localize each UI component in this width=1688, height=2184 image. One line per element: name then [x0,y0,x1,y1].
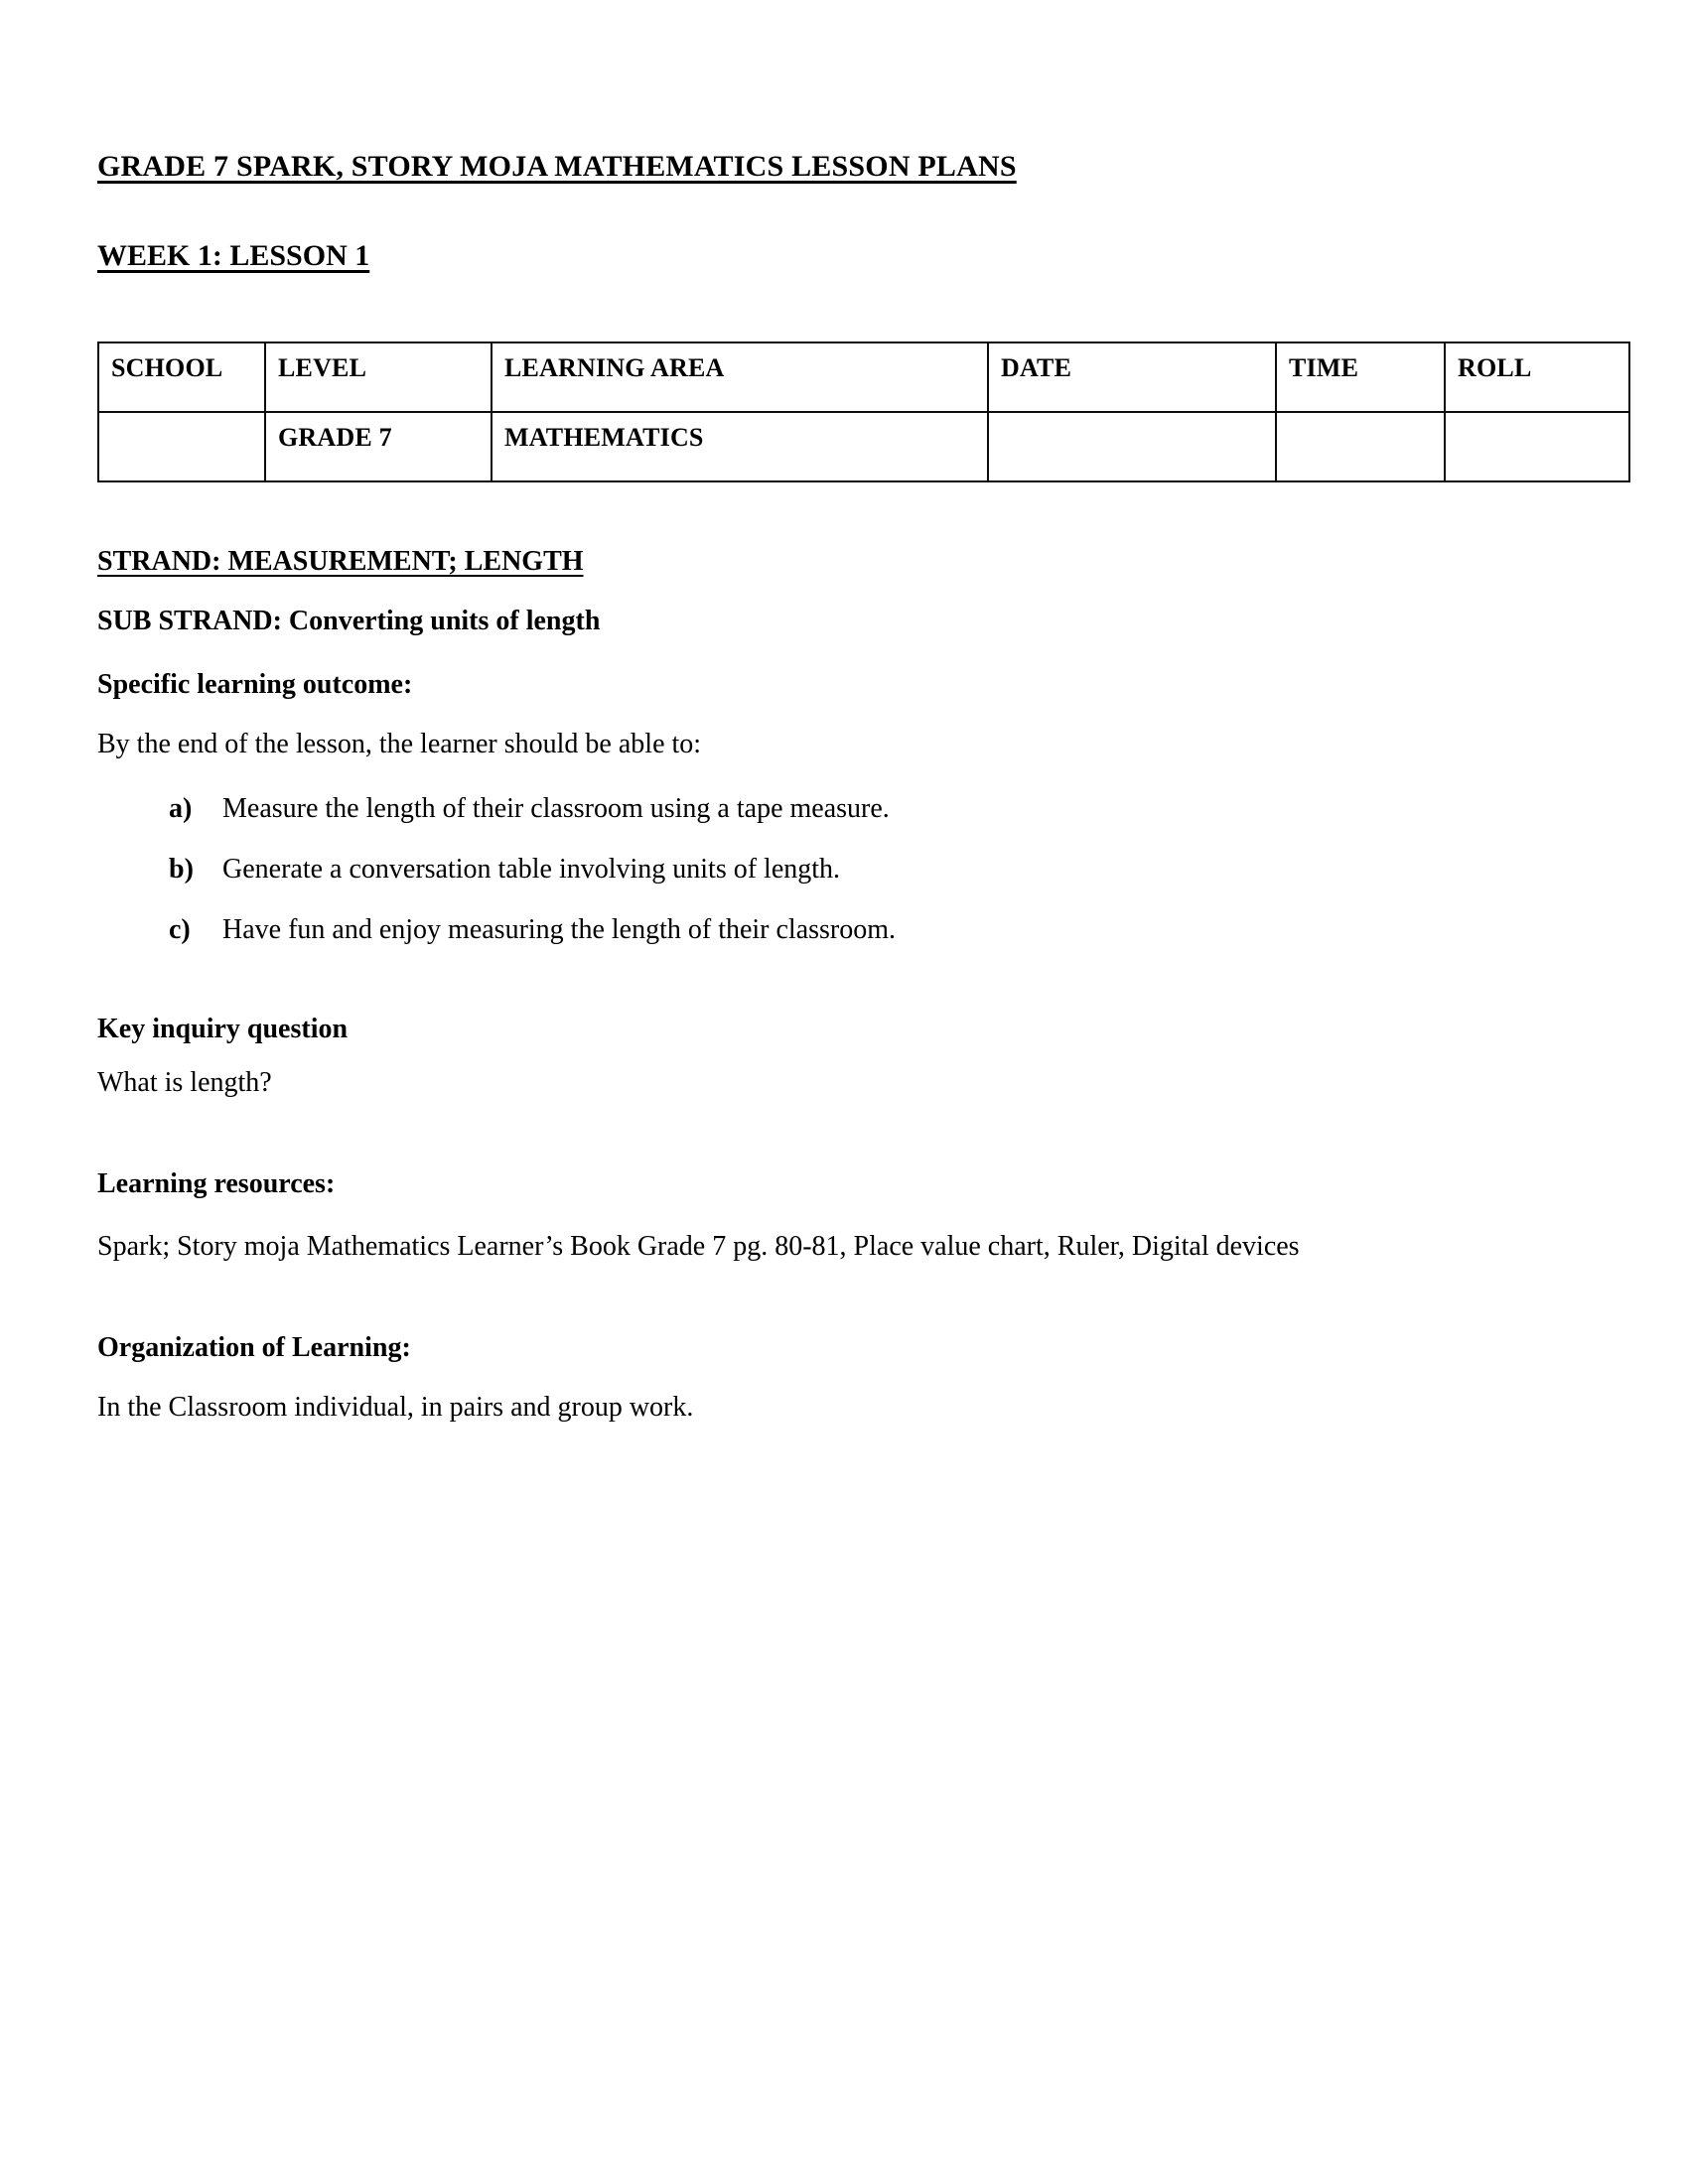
table-cell-time[interactable] [1276,412,1445,481]
organization-of-learning-heading [97,1329,1597,1367]
table-cell-date[interactable] [988,412,1276,481]
list-item-marker: c) [169,913,191,945]
list-item-text: Generate a conversation table involving units of length. [222,853,841,885]
table-cell-learning-area: MATHEMATICS [492,412,988,481]
organization-heading-label: Organization of Learning [97,1332,402,1364]
table-header-time: TIME [1276,342,1445,412]
list-item-text: Have fun and enjoy measuring the length of their classroom. [222,913,897,945]
organization-heading-colon: : [401,1332,411,1364]
list-item-text: Measure the length of their classroom using a tape measure. [222,792,890,824]
table-header-level: LEVEL [265,342,492,412]
table-header-learning-area: LEARNING AREA [492,342,988,412]
lesson-info-table [97,341,1630,482]
week-lesson-heading: WEEK 1: LESSON 1 [97,239,370,272]
list-item [169,789,1597,828]
outcome-intro-text: By the end of the lesson, the learner should be able to: [97,728,702,759]
list-item-marker: a) [169,792,193,824]
strand-heading: STRAND: MEASUREMENT; LENGTH [97,546,584,577]
key-inquiry-question-heading: Key inquiry question [97,1014,349,1045]
page-title: GRADE 7 SPARK, STORY MOJA MATHEMATICS LESSON PLANS [97,150,1017,183]
list-item [169,910,1597,949]
specific-learning-outcome-heading: Specific learning outcome: [97,668,413,700]
table-cell-roll[interactable] [1445,412,1629,481]
table-header-date: DATE [988,342,1276,412]
learning-resources-text: Spark; Story moja Mathematics Learner’s Book Grade 7 pg. 80-81, Place value chart, Ruler, Digital devices [97,1230,1300,1262]
document-content [97,149,1597,1429]
table-header-row [98,342,1629,412]
table-cell-school[interactable] [98,412,265,481]
key-inquiry-question-text: What is length? [97,1066,272,1098]
outcome-list [97,789,1597,950]
sub-strand-heading: SUB STRAND: Converting units of length [97,606,601,637]
table-cell-level: GRADE 7 [265,412,492,481]
list-item [169,850,1597,888]
learning-resources-heading: Learning resources: [97,1167,336,1199]
table-row [98,412,1629,481]
table-header-roll: ROLL [1445,342,1629,412]
organization-of-learning-text: In the Classroom individual, in pairs and group work. [97,1391,694,1423]
list-item-marker: b) [169,853,194,885]
table-header-school: SCHOOL [98,342,265,412]
